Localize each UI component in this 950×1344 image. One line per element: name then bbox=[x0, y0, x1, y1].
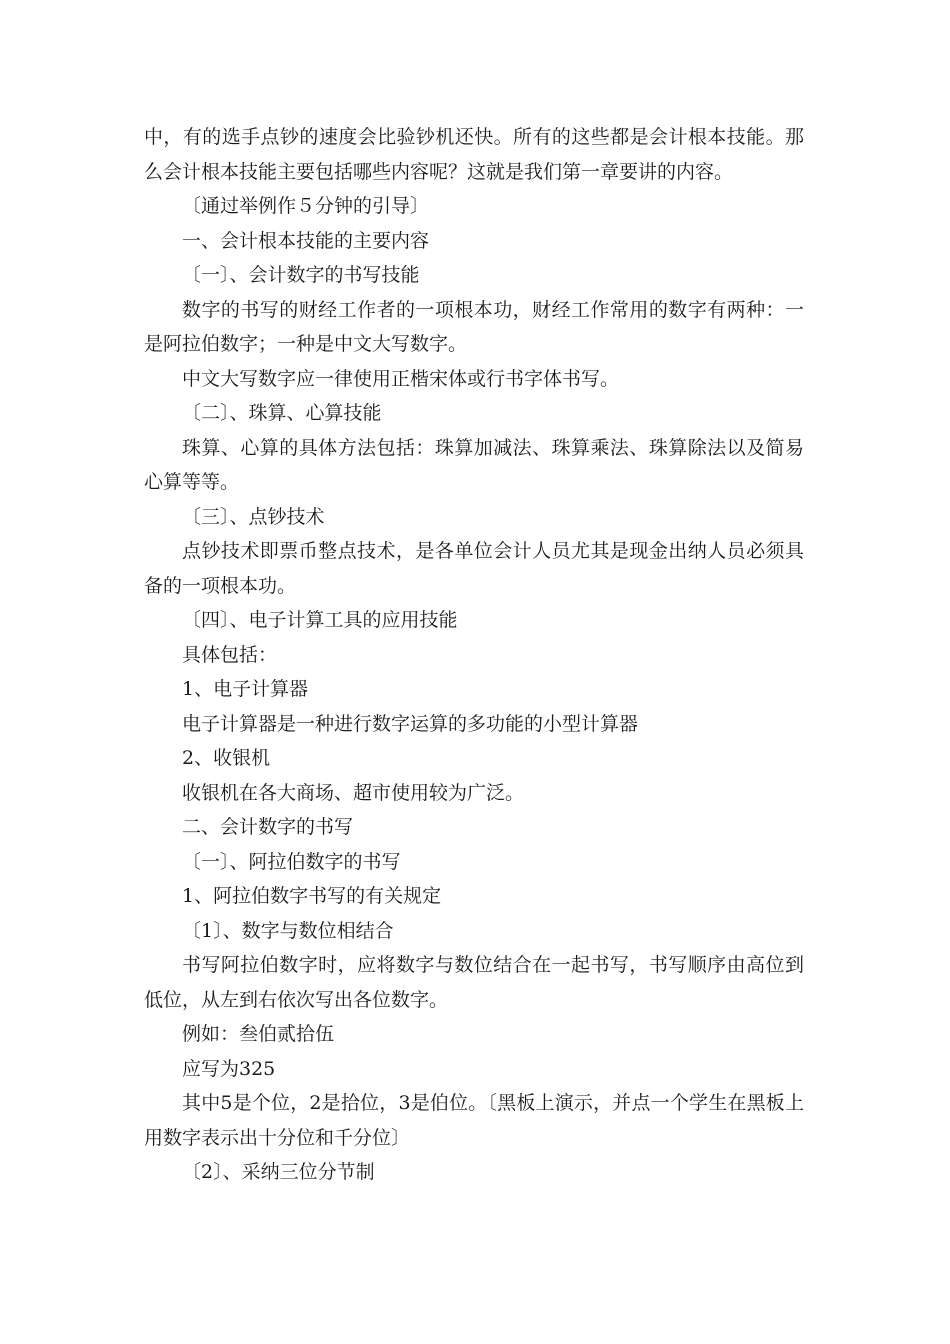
paragraph: 点钞技术即票币整点技术，是各单位会计人员尤其是现金出纳人员必须具备的一项根本功。 bbox=[144, 540, 804, 597]
list-item: 1、阿拉伯数字书写的有关规定 bbox=[182, 885, 442, 907]
list-item: 2、收银机 bbox=[182, 747, 271, 769]
paragraph: 其中5是个位，2是拾位，3是伯位。〔黑板上演示，并点一个学生在黑板上用数字表示出十分位和千分位〕 bbox=[144, 1092, 804, 1149]
subsection-heading: 〔四〕、电子计算工具的应用技能 bbox=[182, 609, 458, 631]
subsection-heading: 〔二〕、珠算、心算技能 bbox=[182, 402, 382, 424]
document-body bbox=[144, 120, 804, 1190]
subsection-heading: 〔一〕、会计数字的书写技能 bbox=[182, 264, 420, 286]
subsection-heading: 〔一〕、阿拉伯数字的书写 bbox=[182, 850, 401, 873]
paragraph: 收银机在各大商场、超市使用较为广泛。 bbox=[182, 781, 525, 804]
section-heading: 一、会计根本技能的主要内容 bbox=[182, 229, 430, 252]
paragraph: 数字的书写的财经工作者的一项根本功，财经工作常用的数字有两种：一是阿拉伯数字；一种是中文大写数字。 bbox=[144, 298, 804, 355]
list-item: 〔2〕、采纳三位分节制 bbox=[182, 1161, 375, 1183]
subsection-heading: 〔三〕、点钞技术 bbox=[182, 505, 325, 528]
paragraph: 书写阿拉伯数字时，应将数字与数位结合在一起书写，书写顺序由高位到低位，从左到右依次写出各位数字。 bbox=[144, 954, 804, 1011]
paragraph: 具体包括： bbox=[182, 643, 278, 666]
paragraph: 珠算、心算的具体方法包括：珠算加减法、珠算乘法、珠算除法以及简易心算等等。 bbox=[144, 436, 804, 493]
list-item: 1、电子计算器 bbox=[182, 678, 309, 700]
section-heading: 二、会计数字的书写 bbox=[182, 816, 354, 838]
paragraph: 应写为325 bbox=[182, 1057, 276, 1080]
paragraph: 电子计算器是一种进行数字运算的多功能的小型计算器 bbox=[182, 712, 639, 735]
paragraph: 〔通过举例作５分钟的引导〕 bbox=[182, 195, 430, 217]
paragraph: 中，有的选手点钞的速度会比验钞机还快。所有的这些都是会计根本技能。那么会计根本技能主要包括哪些内容呢？这就是我们第一章要讲的内容。 bbox=[144, 126, 804, 183]
paragraph: 例如：叁伯贰拾伍 bbox=[182, 1023, 335, 1045]
list-item: 〔1〕、数字与数位相结合 bbox=[182, 919, 394, 942]
paragraph: 中文大写数字应一律使用正楷宋体或行书字体书写。 bbox=[182, 367, 620, 390]
